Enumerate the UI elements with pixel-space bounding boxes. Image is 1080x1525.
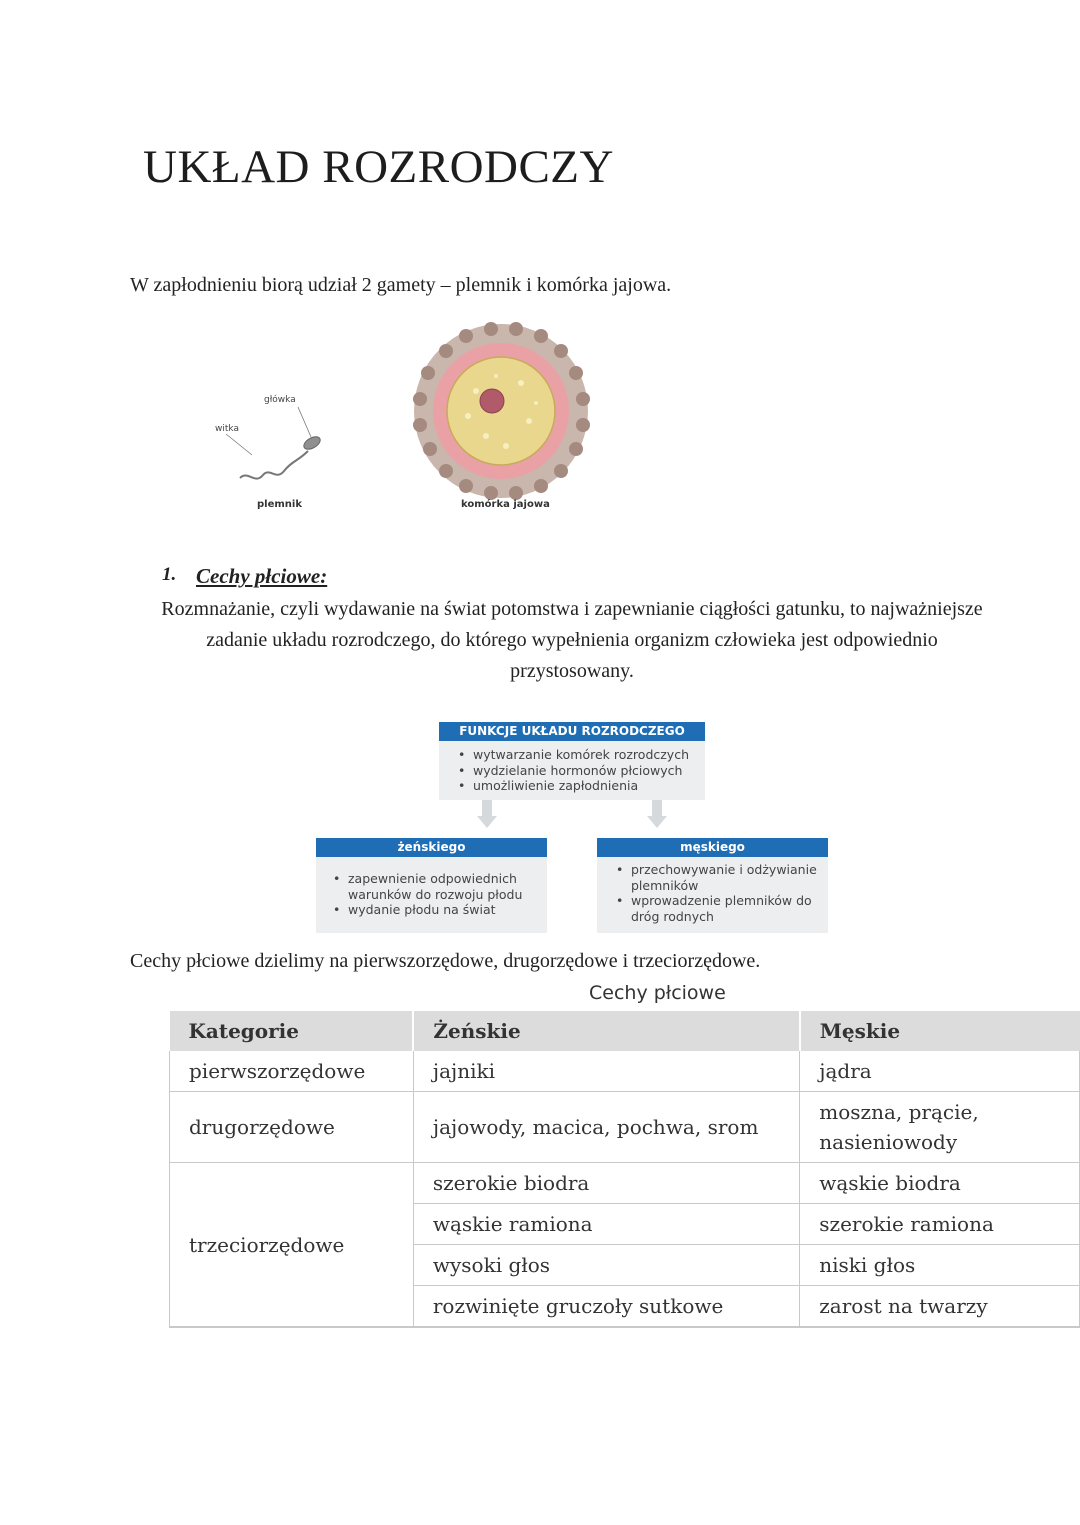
traits-table <box>169 1011 1080 1328</box>
cell-category: trzeciorzędowe <box>170 1163 414 1328</box>
cell-male: jądra <box>800 1051 1080 1092</box>
cell-male: szerokie ramiona <box>800 1204 1080 1245</box>
table-header-row <box>170 1011 1080 1051</box>
egg-caption: komórka jajowa <box>461 499 550 510</box>
label-tail: witka <box>215 424 239 434</box>
section-heading: Cechy płciowe: <box>196 564 328 588</box>
egg-illustration <box>406 321 596 501</box>
label-line-head <box>298 407 311 437</box>
arrow-male <box>647 816 667 828</box>
cell-male: wąskie biodra <box>800 1163 1080 1204</box>
cell-male: niski głos <box>800 1245 1080 1286</box>
sperm-caption: plemnik <box>257 499 302 510</box>
female-functions-box <box>316 838 547 933</box>
arrow-female <box>477 816 497 828</box>
female-functions-title: żeńskiego <box>316 838 547 857</box>
female-functions-list <box>316 857 547 918</box>
cell-male: zarost na twarzy <box>800 1286 1080 1328</box>
cell-category: drugorzędowe <box>170 1092 414 1163</box>
cell-female: jajniki <box>413 1051 799 1092</box>
sperm-tail <box>240 451 308 479</box>
functions-item: • wytwarzanie komórek rozrodczych <box>455 747 697 763</box>
functions-item: • wydzielanie hormonów płciowych <box>455 763 697 779</box>
division-sentence: Cechy płciowe dzielimy na pierwszorzędowe, drugorzędowe i trzeciorzędowe. <box>130 950 761 972</box>
functions-list <box>439 741 705 794</box>
egg-cytoplasm <box>447 357 555 465</box>
male-functions-list <box>597 857 828 924</box>
section-paragraph: Rozmnażanie, czyli wydawanie na świat potomstwa i zapewnianie ciągłości gatunku, to najważniejsze zadanie układu rozrodczego, do którego wypełnienia organizm człowieka jest odpowiednio przystosowany. <box>161 598 983 682</box>
intro-text: W zapłodnieniu biorą udział 2 gamety – plemnik i komórka jajowa. <box>130 274 672 296</box>
female-functions-item: • wydanie płodu na świat <box>330 902 539 918</box>
egg-nucleus <box>480 389 504 413</box>
label-head: główka <box>264 395 296 405</box>
functions-box <box>439 722 705 800</box>
header-categories: Kategorie <box>170 1011 414 1051</box>
cell-female: wysoki głos <box>413 1245 799 1286</box>
sperm-head <box>302 434 323 452</box>
male-functions-title: męskiego <box>597 838 828 857</box>
functions-item: • umożliwienie zapłodnienia <box>455 778 697 794</box>
male-functions-box <box>597 838 828 933</box>
cell-female: rozwinięte gruczoły sutkowe <box>413 1286 799 1328</box>
cell-male: moszna, prącie, nasieniowody <box>800 1092 1080 1163</box>
male-functions-item: • wprowadzenie plemników do dróg rodnych <box>613 893 820 924</box>
label-line-tail <box>226 434 252 455</box>
table-row <box>170 1163 1080 1204</box>
cell-female: szerokie biodra <box>413 1163 799 1204</box>
arrow-stem-male <box>652 800 662 816</box>
header-female: Żeńskie <box>413 1011 799 1051</box>
table-caption: Cechy płciowe <box>589 982 726 1004</box>
table-row <box>170 1051 1080 1092</box>
header-male: Męskie <box>800 1011 1080 1051</box>
cell-female: jajowody, macica, pochwa, srom <box>413 1092 799 1163</box>
table-row <box>170 1092 1080 1163</box>
male-functions-item: • przechowywanie i odżywianie plemników <box>613 862 820 893</box>
functions-title: FUNKCJE UKŁADU ROZRODCZEGO <box>439 722 705 741</box>
cell-category: pierwszorzędowe <box>170 1051 414 1092</box>
page-title: UKŁAD ROZRODCZY <box>143 141 614 193</box>
female-functions-item: • zapewnienie odpowiednich warunków do rozwoju płodu <box>330 871 539 902</box>
section-number: 1. <box>162 564 177 585</box>
arrow-stem-female <box>482 800 492 816</box>
cell-female: wąskie ramiona <box>413 1204 799 1245</box>
